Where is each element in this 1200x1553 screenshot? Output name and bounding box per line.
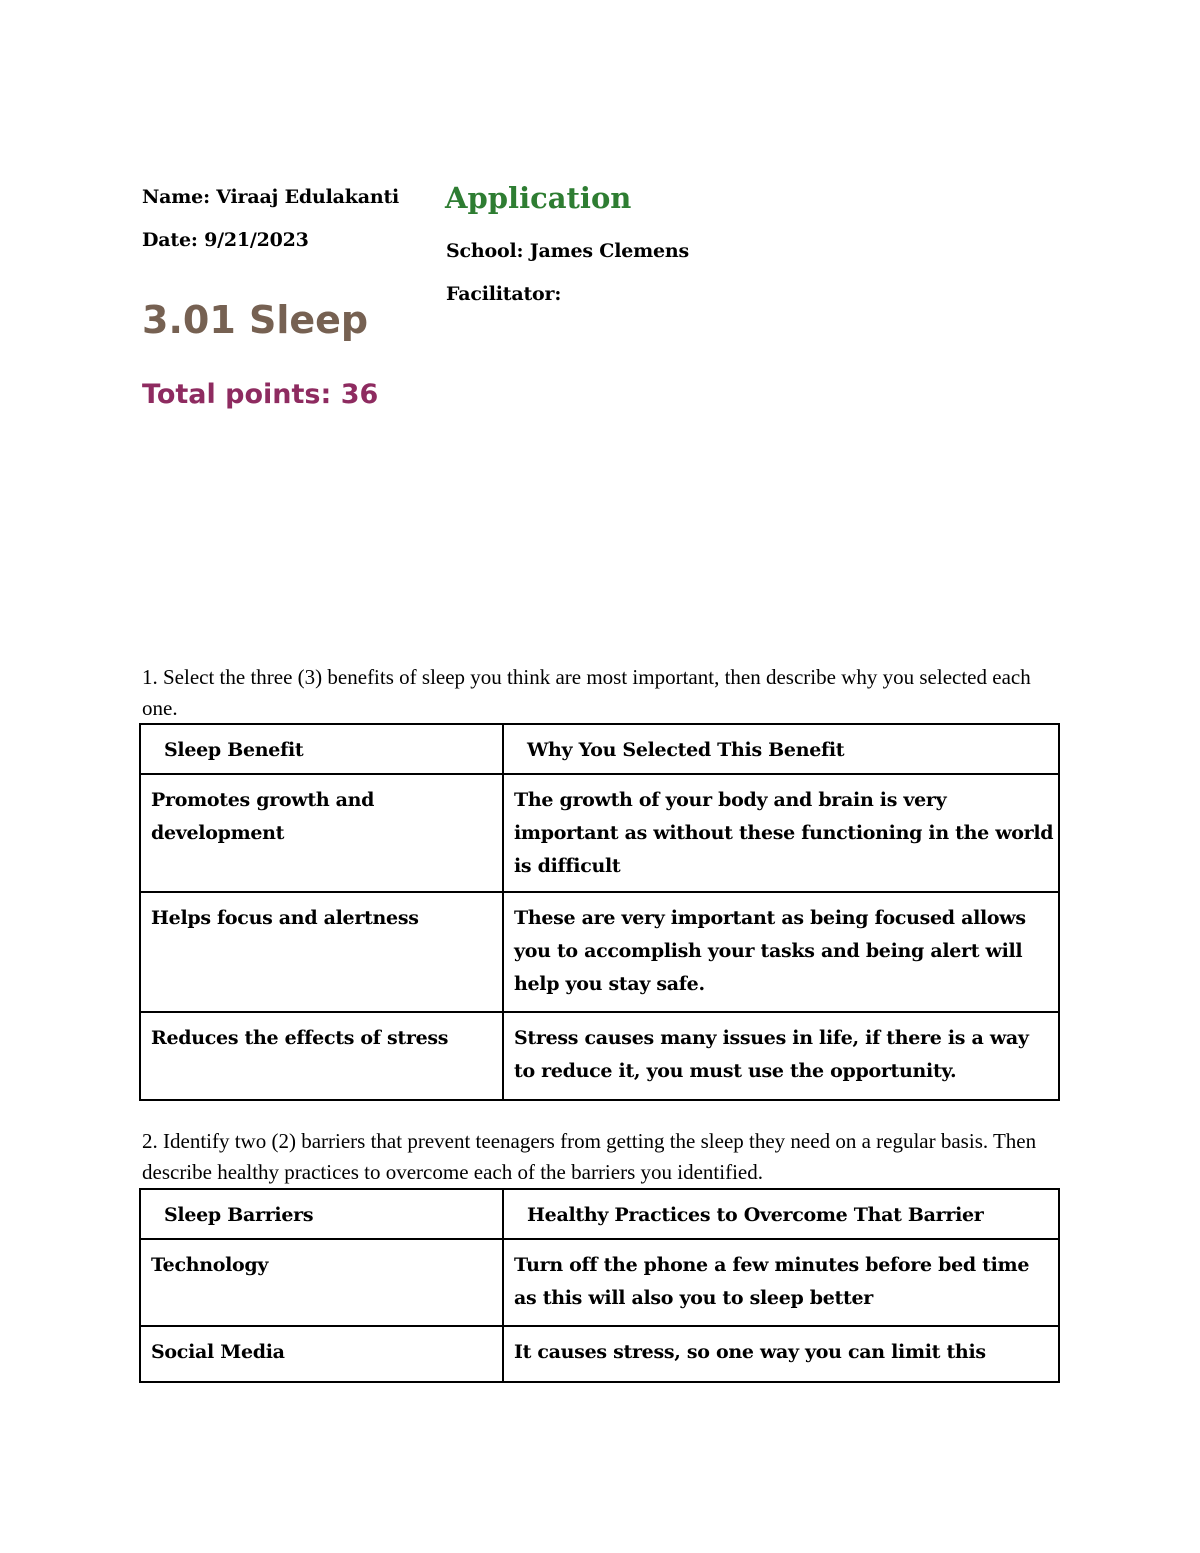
question-2-prompt: 2. Identify two (2) barriers that prevent teenagers from getting the sleep they need on a regular basis. Then describe healthy practices to overcome each of the barriers you identified. — [142, 1129, 1037, 1184]
total-points: Total points: 36 — [142, 379, 379, 410]
table-header-row — [140, 724, 1059, 774]
sleep-barriers-table — [139, 1188, 1060, 1383]
facilitator-label: Facilitator: — [446, 283, 562, 305]
page-title: 3.01 Sleep — [142, 298, 369, 342]
header-healthy-practices: Healthy Practices to Overcome That Barrier — [503, 1189, 1059, 1239]
table-row — [140, 892, 1059, 1012]
reason-cell[interactable]: The growth of your body and brain is very important as without these functioning in the world is difficult — [503, 774, 1059, 892]
table-row — [140, 1326, 1059, 1382]
assignment-date: Date: 9/21/2023 — [142, 229, 309, 251]
school-name: School: James Clemens — [446, 240, 690, 262]
reason-cell[interactable]: These are very important as being focused allows you to accomplish your tasks and being alert will help you stay safe. — [503, 892, 1059, 1012]
header-why-selected: Why You Selected This Benefit — [503, 724, 1059, 774]
table-header-row — [140, 1189, 1059, 1239]
table-row — [140, 774, 1059, 892]
benefit-cell[interactable]: Promotes growth and development — [140, 774, 503, 892]
section-label: Application — [445, 181, 632, 215]
benefit-cell[interactable]: Reduces the effects of stress — [140, 1012, 503, 1100]
table-row — [140, 1012, 1059, 1100]
student-name: Name: Viraaj Edulakanti — [142, 186, 400, 208]
barrier-cell[interactable]: Social Media — [140, 1326, 503, 1382]
table-row — [140, 1239, 1059, 1326]
practice-cell[interactable]: It causes stress, so one way you can limit this — [503, 1326, 1059, 1382]
header-sleep-benefit: Sleep Benefit — [140, 724, 503, 774]
practice-cell[interactable]: Turn off the phone a few minutes before bed time as this will also you to sleep better — [503, 1239, 1059, 1326]
sleep-benefits-table — [139, 723, 1060, 1101]
reason-cell[interactable]: Stress causes many issues in life, if there is a way to reduce it, you must use the opportunity. — [503, 1012, 1059, 1100]
question-1-prompt: 1. Select the three (3) benefits of sleep you think are most important, then describe why you selected each one. — [142, 665, 1031, 720]
header-sleep-barriers: Sleep Barriers — [140, 1189, 503, 1239]
barrier-cell[interactable]: Technology — [140, 1239, 503, 1326]
benefit-cell[interactable]: Helps focus and alertness — [140, 892, 503, 1012]
